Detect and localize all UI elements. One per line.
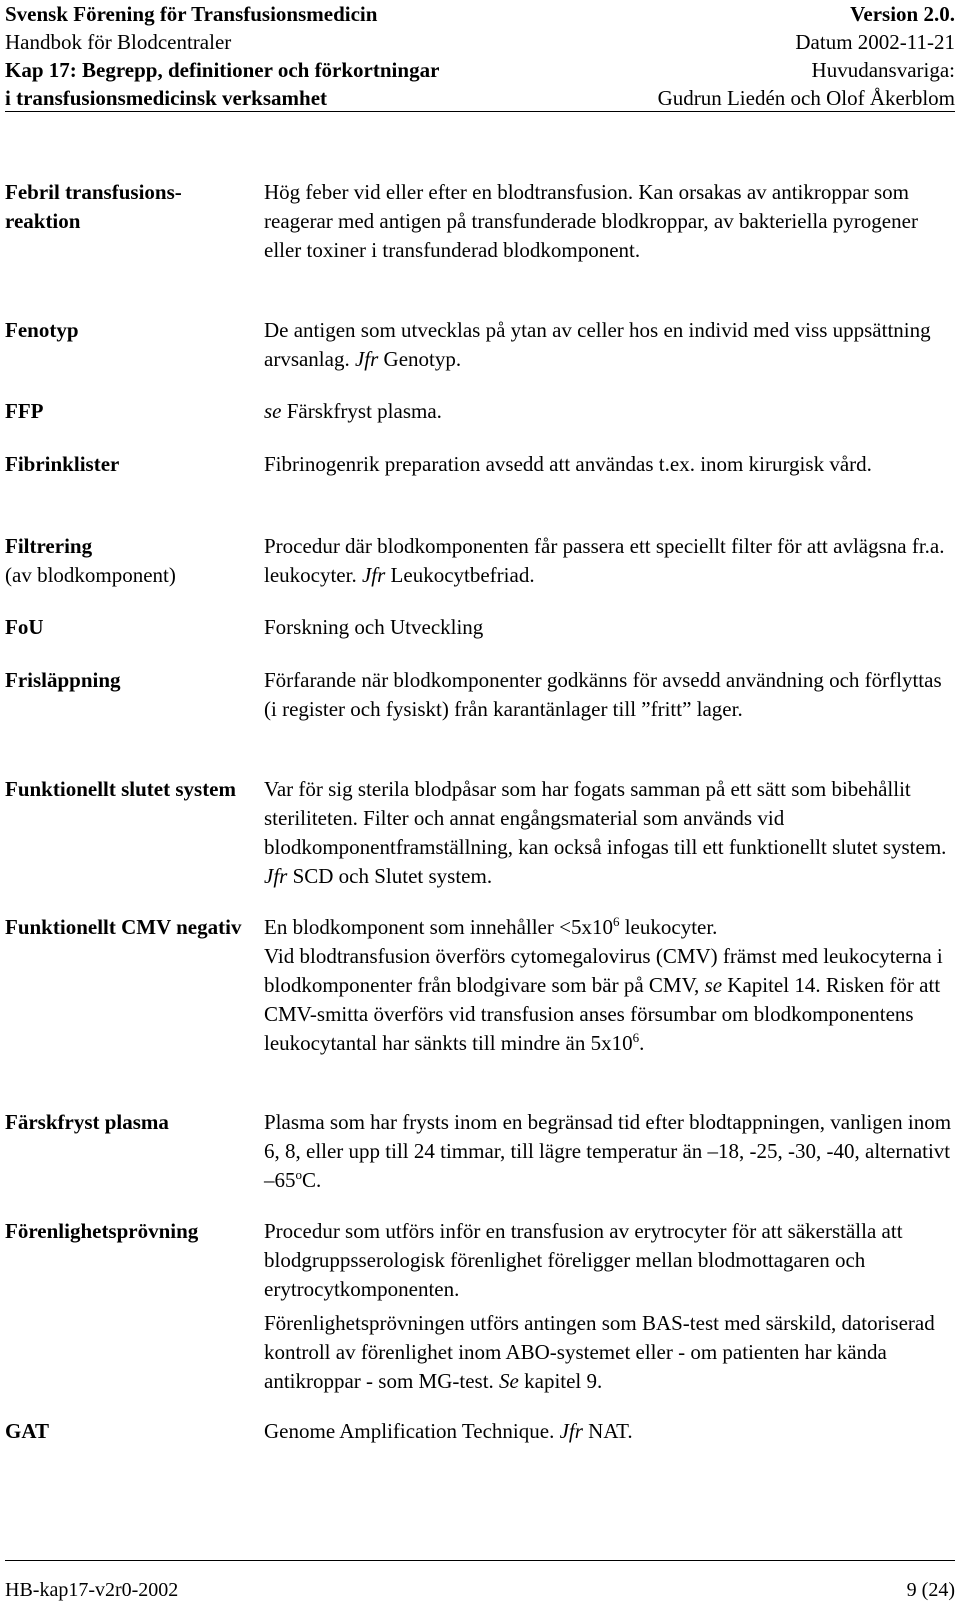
- def-funktionellt-slutet-text: Var för sig sterila blodpåsar som har fogats samman på ett sätt som bibehållit steriliteten. Filter och annat engångsmaterial som används vid blodkomponentframställning, kan också infogas till ett funktionellt slutet system.: [264, 777, 947, 859]
- def-forenlighet-p1: Procedur som utförs inför en transfusion av erytrocyter för att säkerställa att blodgruppsserologisk förenlighet föreligger mellan blodmottagaren och erytrocytkomponenten.: [264, 1219, 903, 1301]
- term-funktionellt-slutet: Funktionellt slutet system: [5, 777, 236, 801]
- def-cmv-text-d: Kapitel 14. Risken för att CMV-smitta överförs vid transfusion anses försumbar om blodkomponentens leukocytantal har sänkts till mindre än 5x10: [264, 973, 941, 1055]
- def-farskfryst-unit: C.: [302, 1168, 322, 1192]
- header-row-3: [5, 56, 955, 84]
- term-gat: GAT: [5, 1419, 49, 1443]
- header-row-2: [5, 28, 955, 56]
- ref-target: SCD och Slutet system.: [287, 864, 493, 888]
- ref-target: Leukocytbefriad.: [385, 563, 535, 587]
- def-cmv-text-a: En blodkomponent som innehåller <5x10: [264, 915, 613, 939]
- def-febril: [264, 178, 956, 265]
- def-cmv-paragraph2: [264, 942, 956, 1058]
- term-frislappning: Frisläppning: [5, 668, 121, 692]
- see-word: Se: [499, 1369, 519, 1393]
- header-org: Svensk Förening för Transfusionsmedicin: [5, 2, 378, 26]
- header-divider: [5, 111, 955, 112]
- ref-word: Jfr: [354, 347, 379, 371]
- term-febril: [5, 178, 245, 236]
- term-ffp: FFP: [5, 399, 44, 423]
- footer-divider: [5, 1560, 955, 1561]
- def-gat: [264, 1417, 956, 1446]
- ref-word: Jfr: [559, 1419, 583, 1443]
- def-ffp: [264, 397, 956, 426]
- def-cmv-line1: [264, 913, 956, 942]
- see-word: se: [264, 399, 282, 423]
- def-fibrinklister-text: Fibrinogenrik preparation avsedd att användas t.ex. inom kirurgisk vård.: [264, 452, 872, 476]
- header-handbook: Handbok för Blodcentraler: [5, 30, 232, 54]
- def-gat-text: Genome Amplification Technique.: [264, 1419, 560, 1443]
- header-responsible-label: Huvudansvariga:: [811, 58, 955, 82]
- header-row-1: [5, 0, 955, 28]
- term-farskfryst: Färskfryst plasma: [5, 1110, 169, 1134]
- header-chapter-line2: i transfusionsmedicinsk verksamhet: [5, 86, 328, 110]
- def-cmv-text-c: Vid blodtransfusion överförs cytomegalovirus (CMV) främst med leukocyterna i blodkomponenter från blodgivare som bär på CMV,: [264, 944, 943, 997]
- term-filtrering-sub: (av blodkomponent): [5, 563, 176, 587]
- def-forenlighet-p2: [264, 1309, 956, 1396]
- footer-doc-id: HB-kap17-v2r0-2002: [5, 1579, 179, 1601]
- def-farskfryst: [264, 1108, 956, 1195]
- def-fenotyp: [264, 316, 956, 374]
- superscript: 6: [632, 1030, 640, 1045]
- term-forenlighet: Förenlighetsprövning: [5, 1219, 199, 1243]
- def-forenlighet-p2-text: Förenlighetsprövningen utförs antingen som BAS-test med särskild, datoriserad kontroll av förenlighet inom ABO-systemet eller - om patienten har kända antikroppar - som MG-test.: [264, 1311, 935, 1393]
- term-fenotyp: Fenotyp: [5, 318, 79, 342]
- see-word: se: [704, 973, 723, 997]
- header-date: Datum 2002-11-21: [795, 30, 955, 54]
- ref-word: Jfr: [264, 864, 288, 888]
- page-footer: [5, 1577, 955, 1603]
- ref-word: Jfr: [361, 563, 386, 587]
- header-row-4: [5, 84, 955, 112]
- header-responsible-names: Gudrun Liedén och Olof Åkerblom: [657, 86, 955, 110]
- def-farskfryst-text: Plasma som har frysts inom en begränsad tid efter blodtappningen, vanligen inom 6, 8, eller upp till 24 timmar, till lägre temperatur än –18, -25, -30, -40, alternativt –65: [264, 1110, 952, 1192]
- def-frislappning: [264, 666, 956, 724]
- def-febril-text: Hög feber vid eller efter en blodtransfusion. Kan orsakas av antikroppar som reagerar med antigen på transfunderade blodkroppar, av bakteriella pyrogener eller toxiner i transfunderad blodkomponent.: [264, 180, 918, 262]
- def-forenlighet-p2-end: kapitel 9.: [518, 1369, 603, 1393]
- page-header: [5, 0, 955, 112]
- footer-page-number: 9 (24): [906, 1579, 955, 1601]
- def-cmv-text-e: .: [639, 1031, 645, 1055]
- term-filtrering-main: Filtrering: [5, 534, 93, 558]
- def-fou-text: Forskning och Utveckling: [264, 615, 484, 639]
- def-ffp-text: Färskfryst plasma.: [281, 399, 442, 423]
- def-filtrering: [264, 532, 956, 590]
- def-forenlighet: [264, 1217, 956, 1396]
- def-fou: [264, 613, 956, 642]
- term-fibrinklister: Fibrinklister: [5, 452, 120, 476]
- term-filtrering: [5, 532, 245, 590]
- header-chapter-line1: Kap 17: Begrepp, definitioner och förkortningar: [5, 58, 440, 82]
- term-fou: FoU: [5, 615, 44, 639]
- ref-target: Genotyp.: [378, 347, 462, 371]
- degree-superscript: o: [295, 1167, 302, 1182]
- def-frislappning-text: Förfarande när blodkomponenter godkänns för avsedd användning och förflyttas (i register och fysiskt) från karantänlager till ”fritt” lager.: [264, 668, 942, 721]
- term-funktionellt-cmv: Funktionellt CMV negativ: [5, 915, 242, 939]
- def-fibrinklister: [264, 450, 956, 479]
- def-fenotyp-text: De antigen som utvecklas på ytan av celler hos en individ med viss uppsättning arvsanlag.: [264, 318, 931, 371]
- ref-target: NAT.: [582, 1419, 633, 1443]
- def-cmv-text-b: leukocyter.: [619, 915, 718, 939]
- header-version: Version 2.0.: [850, 2, 955, 26]
- def-filtrering-text: Procedur där blodkomponenten får passera ett speciellt filter för att avlägsna fr.a. leukocyter.: [264, 534, 945, 587]
- superscript: 6: [612, 914, 620, 929]
- term-febril-line1: Febril transfusions-: [5, 180, 182, 204]
- term-febril-line2: reaktion: [5, 209, 81, 233]
- def-funktionellt-slutet: [264, 775, 956, 891]
- def-funktionellt-cmv: [264, 913, 956, 1058]
